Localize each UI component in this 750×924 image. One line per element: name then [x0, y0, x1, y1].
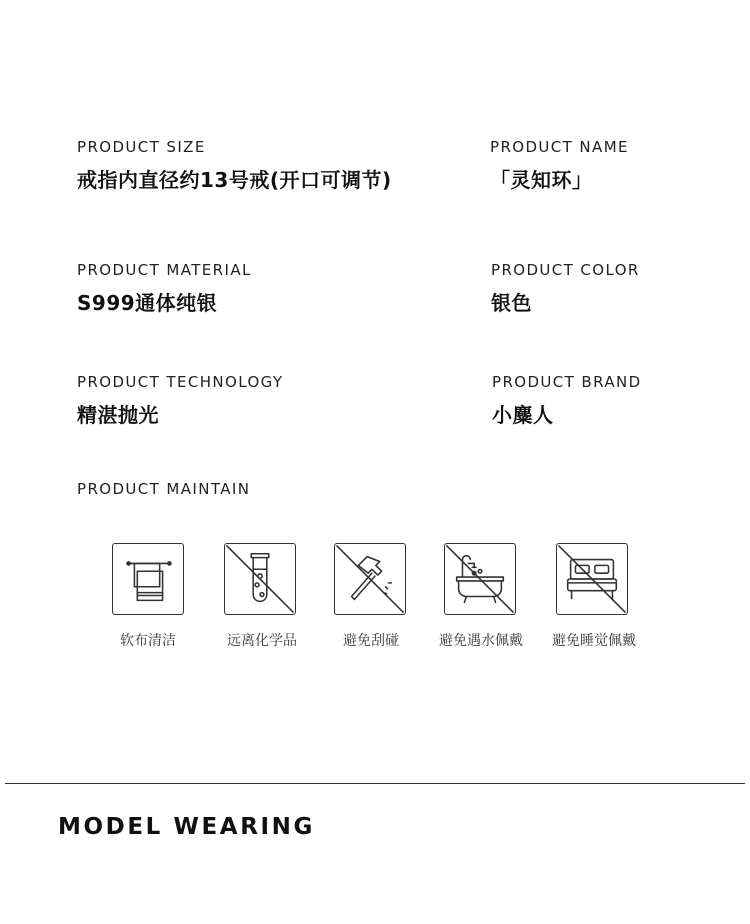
spec-color: [491, 261, 640, 315]
bathtub-icon: [444, 543, 516, 615]
spec-technology-label: PRODUCT TECHNOLOGY: [77, 373, 284, 391]
bed-caption: 避免睡觉佩戴: [552, 633, 636, 649]
spec-color-label: PRODUCT COLOR: [491, 261, 640, 279]
spec-material: [77, 261, 252, 315]
spec-maintain: [77, 480, 250, 498]
spec-name: [490, 138, 629, 192]
spec-name-label: PRODUCT NAME: [490, 138, 629, 156]
hammer-caption: 避免刮碰: [343, 633, 399, 649]
spec-brand-label: PRODUCT BRAND: [492, 373, 642, 391]
spec-color-value: 银色: [491, 291, 532, 315]
spec-maintain-label: PRODUCT MAINTAIN: [77, 480, 251, 498]
bathtub-caption: 避免遇水佩戴: [439, 633, 523, 649]
spec-brand-value: 小麋人: [492, 403, 554, 427]
spec-material-value: S999通体纯银: [77, 291, 218, 315]
section-title: MODEL WEARING: [58, 814, 315, 840]
spec-brand: [492, 373, 642, 427]
spec-technology: [77, 373, 284, 427]
spec-name-value: 「灵知环」: [490, 168, 593, 192]
towel-icon: [112, 543, 184, 615]
spec-material-label: PRODUCT MATERIAL: [77, 261, 252, 279]
hammer-icon: [334, 543, 406, 615]
spec-size: [77, 138, 392, 192]
spec-size-label: PRODUCT SIZE: [77, 138, 206, 156]
section-divider: [5, 783, 745, 784]
spec-technology-value: 精湛抛光: [77, 403, 159, 427]
test-tube-caption: 远离化学品: [227, 633, 297, 649]
test-tube-icon: [224, 543, 296, 615]
bed-icon: [556, 543, 628, 615]
spec-size-value: 戒指内直径约13号戒(开口可调节): [77, 168, 392, 192]
towel-caption: 软布清洁: [120, 633, 176, 649]
